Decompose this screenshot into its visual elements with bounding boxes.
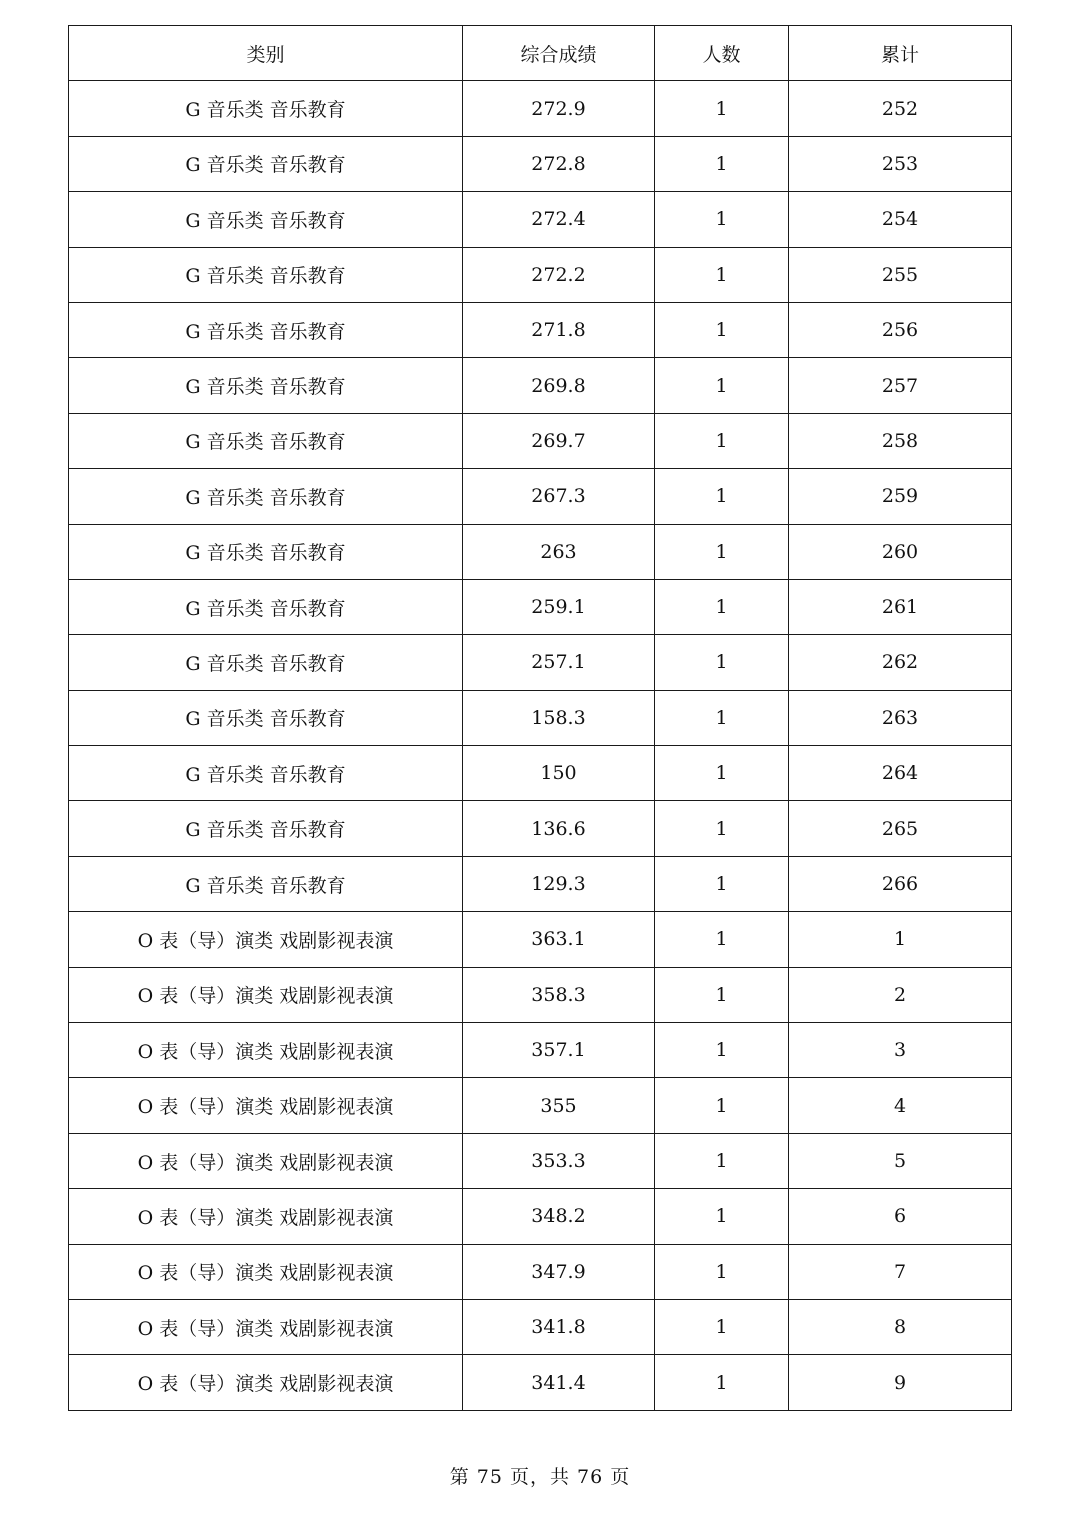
- count-cell: 1: [655, 81, 789, 136]
- count-cell: 1: [655, 746, 789, 801]
- count-cell: 1: [655, 1355, 789, 1410]
- score-cell: 257.1: [463, 635, 655, 690]
- count-cell: 1: [655, 247, 789, 302]
- category-cell: O 表（导）演类 戏剧影视表演: [69, 1355, 463, 1410]
- category-cell: G 音乐类 音乐教育: [69, 192, 463, 247]
- header-cumulative: 累计: [789, 26, 1012, 81]
- score-cell: 271.8: [463, 302, 655, 357]
- header-count: 人数: [655, 26, 789, 81]
- score-cell: 341.4: [463, 1355, 655, 1410]
- score-cell: 269.7: [463, 413, 655, 468]
- cumulative-cell: 266: [789, 856, 1012, 911]
- score-cell: 263: [463, 524, 655, 579]
- count-cell: 1: [655, 358, 789, 413]
- table-row: [69, 358, 1012, 413]
- category-cell: G 音乐类 音乐教育: [69, 635, 463, 690]
- count-cell: 1: [655, 469, 789, 524]
- score-cell: 150: [463, 746, 655, 801]
- cumulative-cell: 8: [789, 1299, 1012, 1354]
- category-cell: O 表（导）演类 戏剧影视表演: [69, 1189, 463, 1244]
- score-cell: 269.8: [463, 358, 655, 413]
- cumulative-cell: 1: [789, 912, 1012, 967]
- count-cell: 1: [655, 413, 789, 468]
- cumulative-cell: 263: [789, 690, 1012, 745]
- category-cell: G 音乐类 音乐教育: [69, 247, 463, 302]
- table-row: [69, 1355, 1012, 1410]
- cumulative-cell: 5: [789, 1133, 1012, 1188]
- table-row: [69, 1078, 1012, 1133]
- count-cell: 1: [655, 1244, 789, 1299]
- score-cell: 129.3: [463, 856, 655, 911]
- category-cell: O 表（导）演类 戏剧影视表演: [69, 1078, 463, 1133]
- header-category: 类别: [69, 26, 463, 81]
- cumulative-cell: 4: [789, 1078, 1012, 1133]
- cumulative-cell: 258: [789, 413, 1012, 468]
- table-row: [69, 302, 1012, 357]
- count-cell: 1: [655, 1133, 789, 1188]
- header-score: 综合成绩: [463, 26, 655, 81]
- count-cell: 1: [655, 302, 789, 357]
- cumulative-cell: 255: [789, 247, 1012, 302]
- table-row: [69, 192, 1012, 247]
- table-row: [69, 136, 1012, 191]
- score-cell: 357.1: [463, 1023, 655, 1078]
- table-row: [69, 413, 1012, 468]
- count-cell: 1: [655, 136, 789, 191]
- cumulative-cell: 256: [789, 302, 1012, 357]
- score-cell: 272.9: [463, 81, 655, 136]
- cumulative-cell: 260: [789, 524, 1012, 579]
- table-row: [69, 635, 1012, 690]
- category-cell: G 音乐类 音乐教育: [69, 469, 463, 524]
- count-cell: 1: [655, 1299, 789, 1354]
- table-body: [69, 81, 1012, 1410]
- count-cell: 1: [655, 524, 789, 579]
- category-cell: G 音乐类 音乐教育: [69, 746, 463, 801]
- category-cell: G 音乐类 音乐教育: [69, 136, 463, 191]
- category-cell: G 音乐类 音乐教育: [69, 358, 463, 413]
- table-row: [69, 967, 1012, 1022]
- category-cell: O 表（导）演类 戏剧影视表演: [69, 967, 463, 1022]
- category-cell: O 表（导）演类 戏剧影视表演: [69, 912, 463, 967]
- score-table: [68, 25, 1012, 1411]
- count-cell: 1: [655, 912, 789, 967]
- category-cell: O 表（导）演类 戏剧影视表演: [69, 1023, 463, 1078]
- category-cell: G 音乐类 音乐教育: [69, 413, 463, 468]
- count-cell: 1: [655, 1023, 789, 1078]
- count-cell: 1: [655, 635, 789, 690]
- score-cell: 272.4: [463, 192, 655, 247]
- score-cell: 363.1: [463, 912, 655, 967]
- score-cell: 267.3: [463, 469, 655, 524]
- table-row: [69, 1133, 1012, 1188]
- page-number: 第 75 页，共 76 页: [449, 1466, 631, 1488]
- table-row: [69, 247, 1012, 302]
- score-cell: 353.3: [463, 1133, 655, 1188]
- count-cell: 1: [655, 1189, 789, 1244]
- score-cell: 259.1: [463, 579, 655, 634]
- count-cell: 1: [655, 801, 789, 856]
- count-cell: 1: [655, 690, 789, 745]
- category-cell: G 音乐类 音乐教育: [69, 81, 463, 136]
- score-cell: 358.3: [463, 967, 655, 1022]
- count-cell: 1: [655, 192, 789, 247]
- table-row: [69, 1189, 1012, 1244]
- table-row: [69, 81, 1012, 136]
- score-cell: 136.6: [463, 801, 655, 856]
- score-cell: 348.2: [463, 1189, 655, 1244]
- category-cell: G 音乐类 音乐教育: [69, 579, 463, 634]
- count-cell: 1: [655, 967, 789, 1022]
- cumulative-cell: 261: [789, 579, 1012, 634]
- table-row: [69, 1299, 1012, 1354]
- score-cell: 272.2: [463, 247, 655, 302]
- cumulative-cell: 257: [789, 358, 1012, 413]
- table-row: [69, 856, 1012, 911]
- cumulative-cell: 7: [789, 1244, 1012, 1299]
- category-cell: G 音乐类 音乐教育: [69, 524, 463, 579]
- score-cell: 355: [463, 1078, 655, 1133]
- cumulative-cell: 3: [789, 1023, 1012, 1078]
- table-row: [69, 524, 1012, 579]
- score-cell: 347.9: [463, 1244, 655, 1299]
- table-row: [69, 579, 1012, 634]
- score-cell: 341.8: [463, 1299, 655, 1354]
- count-cell: 1: [655, 1078, 789, 1133]
- count-cell: 1: [655, 579, 789, 634]
- count-cell: 1: [655, 856, 789, 911]
- category-cell: G 音乐类 音乐教育: [69, 856, 463, 911]
- table-row: [69, 912, 1012, 967]
- cumulative-cell: 9: [789, 1355, 1012, 1410]
- table-row: [69, 1244, 1012, 1299]
- cumulative-cell: 265: [789, 801, 1012, 856]
- score-cell: 158.3: [463, 690, 655, 745]
- cumulative-cell: 2: [789, 967, 1012, 1022]
- table-header-row: [69, 26, 1012, 81]
- category-cell: G 音乐类 音乐教育: [69, 690, 463, 745]
- category-cell: O 表（导）演类 戏剧影视表演: [69, 1133, 463, 1188]
- category-cell: G 音乐类 音乐教育: [69, 302, 463, 357]
- table-row: [69, 746, 1012, 801]
- cumulative-cell: 259: [789, 469, 1012, 524]
- category-cell: O 表（导）演类 戏剧影视表演: [69, 1299, 463, 1354]
- cumulative-cell: 253: [789, 136, 1012, 191]
- table-row: [69, 1023, 1012, 1078]
- category-cell: G 音乐类 音乐教育: [69, 801, 463, 856]
- table-row: [69, 469, 1012, 524]
- cumulative-cell: 252: [789, 81, 1012, 136]
- cumulative-cell: 262: [789, 635, 1012, 690]
- table-row: [69, 690, 1012, 745]
- category-cell: O 表（导）演类 戏剧影视表演: [69, 1244, 463, 1299]
- table-row: [69, 801, 1012, 856]
- cumulative-cell: 6: [789, 1189, 1012, 1244]
- cumulative-cell: 254: [789, 192, 1012, 247]
- cumulative-cell: 264: [789, 746, 1012, 801]
- score-cell: 272.8: [463, 136, 655, 191]
